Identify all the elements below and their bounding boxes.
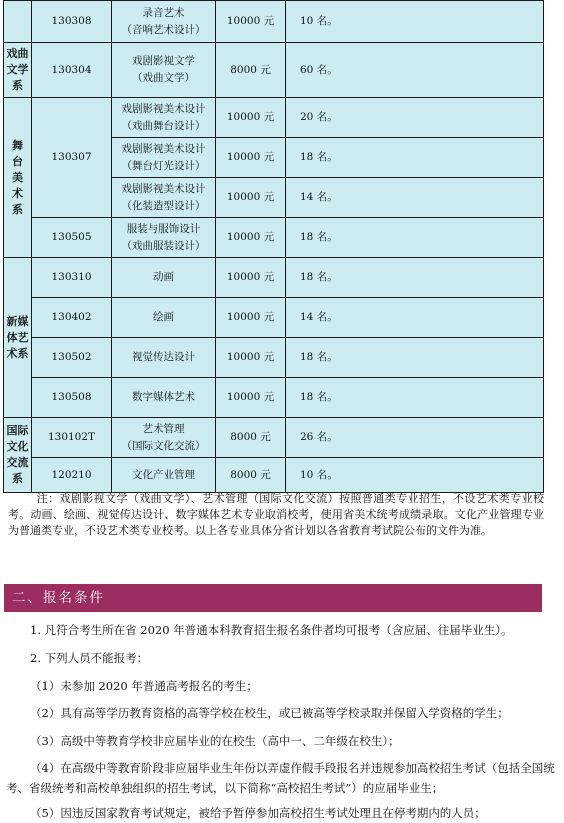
table-row — [4, 1, 544, 43]
tuition: 10000 元 — [216, 98, 286, 138]
major-name — [112, 378, 216, 418]
table-row — [4, 378, 544, 418]
major-name — [112, 138, 216, 178]
tuition: 10000 元 — [216, 338, 286, 378]
list-item: 考、省级统考和高校单独组织的招生考试，以下简称“高校招生考试”）的应届毕业生； — [6, 781, 444, 795]
major-name — [112, 43, 216, 98]
quota: 14 名。 — [286, 178, 544, 218]
major-name-line: 文化产业管理 — [132, 468, 195, 481]
list-item: 2. 下列人员不能报考： — [30, 651, 149, 665]
list-item: （4）在高级中等教育阶段非应届毕业生年份以弄虚作假手段报名并违规参加高校招生考试（包括全国统 — [30, 761, 555, 775]
table-row — [4, 98, 544, 138]
table-row — [4, 258, 544, 298]
major-name-line: 戏剧影视美术设计 — [121, 102, 206, 115]
list-item: （3）高级中等教育学校非应届毕业的在校生（高中一、二年级在校生）； — [30, 734, 400, 748]
quota: 18 名。 — [286, 258, 544, 298]
quota: 20 名。 — [286, 98, 544, 138]
tuition: 10000 元 — [216, 258, 286, 298]
quota: 14 名。 — [286, 298, 544, 338]
section-header: 二、报名条件 — [4, 584, 542, 612]
major-name — [112, 418, 216, 458]
major-name-line: 绘画 — [153, 311, 174, 323]
table-row — [4, 218, 544, 258]
major-name — [112, 98, 216, 138]
quota: 18 名。 — [286, 218, 544, 258]
major-subname-line: （舞台灯光设计） — [121, 159, 206, 172]
major-subname-line: （戏曲文学） — [132, 72, 195, 84]
major-name-line: 戏剧影视文学 — [132, 55, 195, 67]
quota: 10 名。 — [286, 1, 544, 43]
major-subname-line: （戏曲舞台设计） — [121, 119, 206, 132]
table-note: 注：戏剧影视文学（戏曲文学）、艺术管理（国际文化交流）按照普通类专业招生，不设艺术类专业校考。动画、绘画、视觉传达设计、数字媒体艺术专业取消校考，使用省美术统考成绩录取。文化产业管理专业为普通类专业，不设艺术类专业校考。以上各专业具体分省计划以各省教育考试院公布的文件为准。 — [8, 492, 544, 537]
quota: 18 名。 — [286, 138, 544, 178]
tuition: 10000 元 — [216, 378, 286, 418]
majors-table — [3, 0, 544, 493]
major-code: 130402 — [32, 298, 112, 338]
dept-cell — [4, 1, 32, 43]
major-code: 130505 — [32, 218, 112, 258]
tuition: 8000 元 — [216, 418, 286, 458]
tuition: 10000 元 — [216, 138, 286, 178]
major-name — [112, 218, 216, 258]
dept-cell: 新媒 体艺 术系 — [4, 258, 32, 418]
dept-cell: 国际 文化 交流 系 — [4, 418, 32, 493]
table-row — [4, 338, 544, 378]
list-item: （5）因违反国家教育考试规定，被给予暂停参加高校招生考试处理且在停考期内的人员； — [30, 806, 486, 820]
tuition: 10000 元 — [216, 1, 286, 43]
quota: 26 名。 — [286, 418, 544, 458]
quota: 18 名。 — [286, 378, 544, 418]
tuition: 10000 元 — [216, 298, 286, 338]
major-code: 130102T — [32, 418, 112, 458]
tuition: 8000 元 — [216, 458, 286, 493]
list-item: （2）具有高等学历教育资格的高等学校在校生，或已被高等学校录取并保留入学资格的学生； — [30, 706, 509, 720]
table-row — [4, 43, 544, 98]
dept-cell: 舞 台 美 术 系 — [4, 98, 32, 258]
major-name-line: 视觉传达设计 — [132, 351, 195, 363]
major-name-line: 动画 — [153, 271, 174, 283]
list-item: 1. 凡符合考生所在省 2020 年普通本科教育招生报名条件者均可报考（含应届、往届毕业生）。 — [30, 623, 513, 637]
dept-cell: 戏曲 文学 系 — [4, 43, 32, 98]
major-subname-line: （戏曲服装设计） — [121, 239, 206, 252]
major-code: 120210 — [32, 458, 112, 493]
major-subname-line: （音响艺术设计） — [121, 23, 206, 36]
major-code: 130508 — [32, 378, 112, 418]
major-name-line: 戏剧影视美术设计 — [121, 182, 206, 195]
tuition: 8000 元 — [216, 43, 286, 98]
major-code: 130304 — [32, 43, 112, 98]
major-name — [112, 1, 216, 43]
major-name-line: 服装与服饰设计 — [126, 222, 201, 235]
list-item: （1）未参加 2020 年普通高考报名的考生； — [30, 679, 258, 693]
table-row — [4, 418, 544, 458]
major-name — [112, 178, 216, 218]
quota: 60 名。 — [286, 43, 544, 98]
major-subname-line: （国际文化交流） — [121, 439, 206, 452]
major-name-line: 数字媒体艺术 — [132, 391, 195, 403]
tuition: 10000 元 — [216, 178, 286, 218]
major-code: 130308 — [32, 1, 112, 43]
major-code: 130307 — [32, 98, 112, 218]
table-row — [4, 458, 544, 493]
major-name — [112, 338, 216, 378]
major-code: 130310 — [32, 258, 112, 298]
major-code: 130502 — [32, 338, 112, 378]
tuition: 10000 元 — [216, 218, 286, 258]
major-subname-line: （化装造型设计） — [121, 199, 206, 212]
major-name-line: 录音艺术 — [142, 6, 185, 19]
major-name — [112, 298, 216, 338]
table-row — [4, 298, 544, 338]
quota: 18 名。 — [286, 338, 544, 378]
major-name-line: 戏剧影视美术设计 — [121, 142, 206, 155]
quota: 10 名。 — [286, 458, 544, 493]
major-name-line: 艺术管理 — [142, 422, 185, 435]
major-name — [112, 458, 216, 493]
major-name — [112, 258, 216, 298]
